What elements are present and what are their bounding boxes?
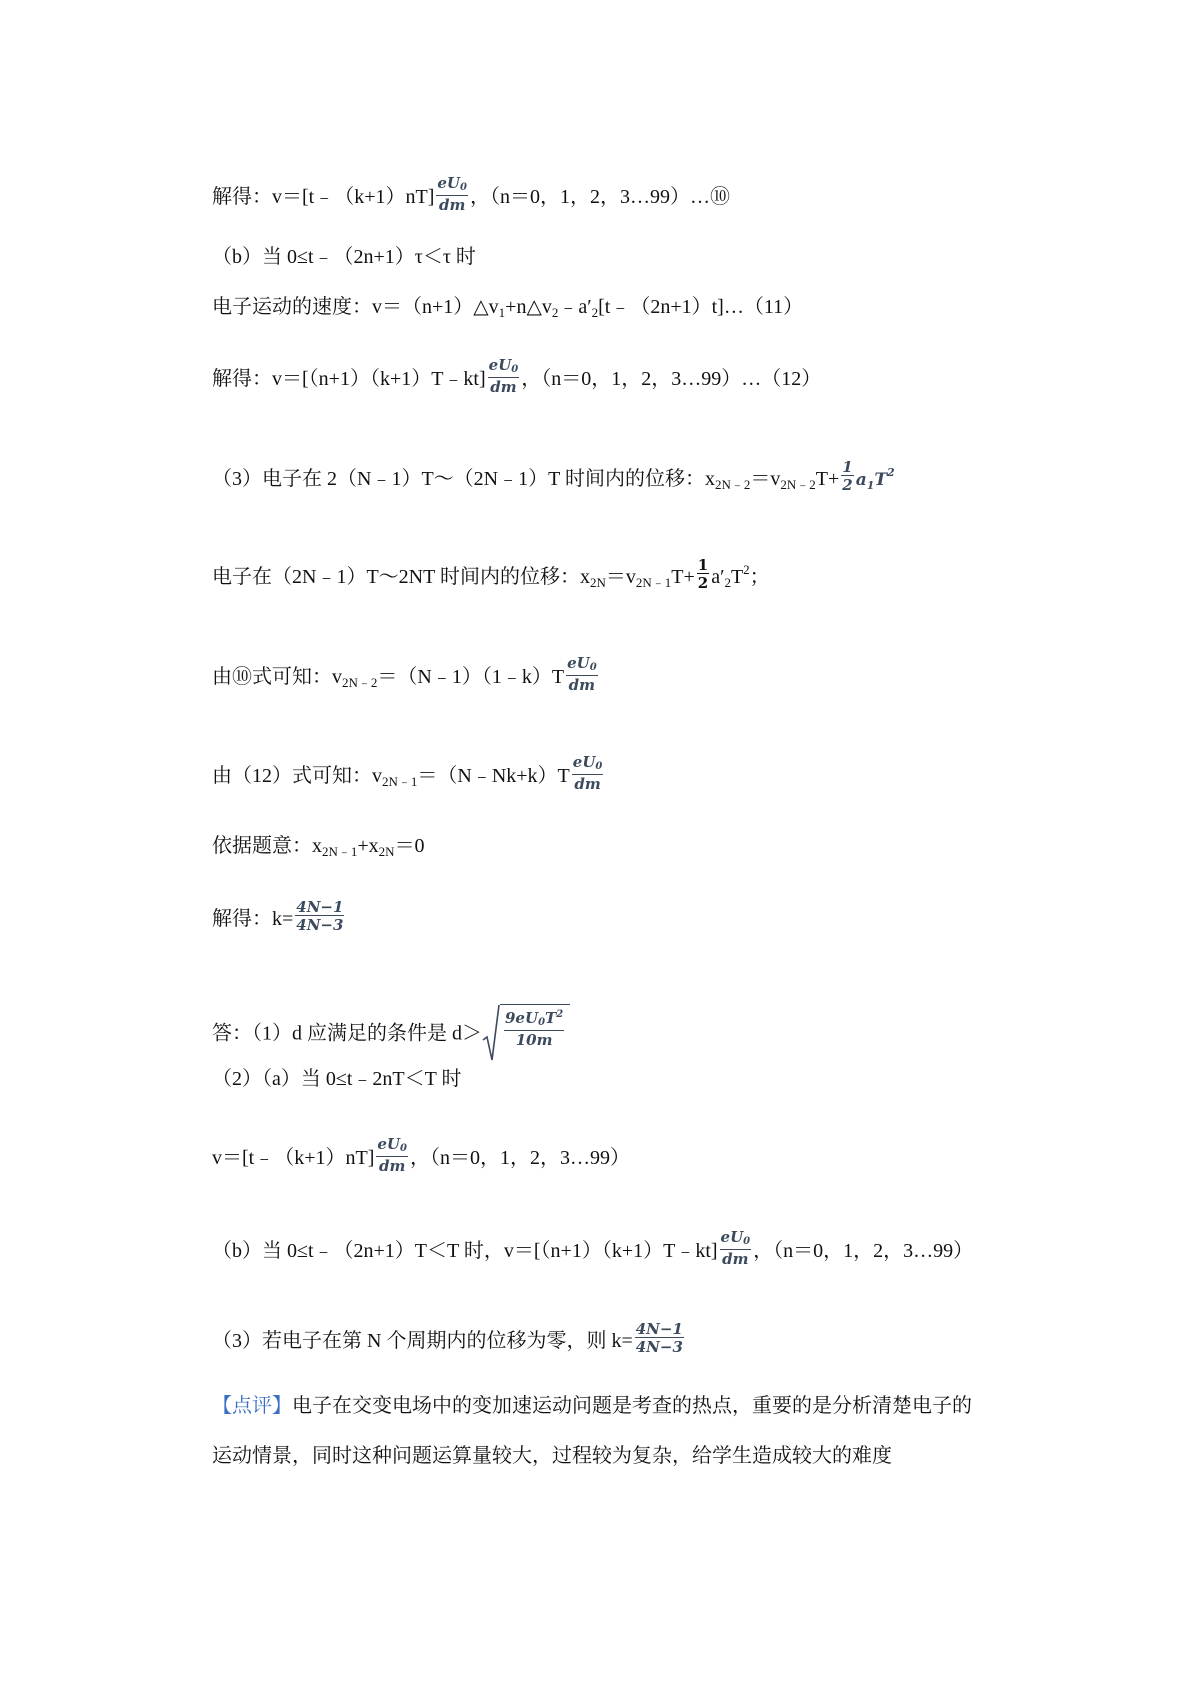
k-solution: 解得：k= $\frac{4N-1}{4N-3}$ [212, 898, 344, 934]
fraction-eU0-dm: $\frac{eU_0}{dm}$ [437, 174, 467, 214]
fraction-eU0-dm: $\frac{eU_0}{dm}$ [377, 1135, 407, 1175]
text: 解得：v＝[t﹣（k+1）nT] [212, 186, 435, 209]
solution-line-v-formula [212, 174, 730, 217]
fraction-k: $\frac{4N-1}{4N-3}$ [296, 898, 344, 934]
a1-T-squared: $a_1T^2$ [855, 466, 895, 493]
condition-sum-zero: 依据题意：$x_{2N﹣1}+x_{2N}=0$ [212, 835, 425, 859]
answer-part-2a-formula: v＝[t﹣（k+1）nT] $\frac{eU_0}{dm}$ ，（n＝0，1，2，3…99） [212, 1135, 630, 1175]
answer-part-2b: （b）当 0≤t﹣（2n+1）T＜T 时，v＝[（n+1）（k+1）T﹣kt] $\frac{eU_0}{dm}$ ，（n＝0，1，2，3…99） [212, 1228, 974, 1268]
fraction-k: $\frac{4N-1}{4N-3}$ [635, 1320, 683, 1356]
velocity-equation-11: 电子运动的速度：$v=(n+1)\triangle v_1+n\triangle v_2﹣a'_2[t﹣(2n+1)t]\dots(11)$ [212, 296, 804, 320]
radical-sign-icon [482, 1004, 500, 1062]
answer-part-2a-condition: （2）（a）当 0≤t﹣2nT＜T 时 [212, 1068, 462, 1090]
displacement-x2n-2: （3）电子在 2（N﹣1）T～（2N﹣1）T 时间内的位移：$x_{2N﹣2}=v_{2N﹣2}T+$ $\frac{1}{2}$ $a_1T^2$ [212, 458, 895, 494]
fraction-radicand: $\frac{9eU_0T^2}{10m}$ [505, 1009, 564, 1049]
fraction-eU0-dm: $\frac{eU_0}{dm}$ [720, 1228, 751, 1268]
fraction-half: $\frac{1}{2}$ [697, 556, 709, 592]
answer-part-3: （3）若电子在第 N 个周期内的位移为零，则 k= $\frac{4N-1}{4N-3}$ [212, 1320, 683, 1356]
v2n-2-expression: 由⑩式可知：$v_{2N﹣2}=(N﹣1)(1﹣k)T$ $\frac{eU_0}{dm}$ [212, 654, 597, 694]
fraction-half: $\frac{1}{2}$ [842, 458, 853, 494]
displacement-x2n: 电子在（2N﹣1）T～2NT 时间内的位移：$x_{2N}=v_{2N﹣1}T+$ $\frac{1}{2}$ $a'_2T^2$； [212, 556, 770, 592]
fraction-eU0-dm: $\frac{eU_0}{dm}$ [567, 654, 597, 694]
solution-line-12: 解得：v＝[（n+1）（k+1）T﹣kt] $\frac{eU_0}{dm}$ ，（n＝0，1，2，3…99）…（12） [212, 356, 822, 396]
fraction-eU0-dm: $\frac{eU_0}{dm}$ [572, 753, 603, 793]
square-root-expression [482, 1004, 570, 1062]
v2n-1-expression: 由（12）式可知：$v_{2N﹣1}=(N﹣Nk+k)T$ $\frac{eU_0}{dm}$ [212, 753, 603, 793]
answer-part-1: 答：（1）d 应满足的条件是 d＞ $\frac{9eU_0T^2}{10m}$ [212, 1006, 570, 1064]
fraction-eU0-dm: $\frac{eU_0}{dm}$ [488, 356, 519, 396]
comment-line-2: 运动情景，同时这种问题运算量较大，过程较为复杂，给学生造成较大的难度 [212, 1445, 892, 1467]
case-b-condition: （b）当 0≤t﹣（2n+1）τ＜τ 时 [212, 246, 476, 268]
comment-line-1: 【点评】电子在交变电场中的变加速运动问题是考查的热点，重要的是分析清楚电子的 [212, 1395, 972, 1417]
text: ，（n＝0，1，2，3…99）…⑩ [469, 186, 730, 209]
comment-tag: 【点评】 [212, 1395, 292, 1417]
